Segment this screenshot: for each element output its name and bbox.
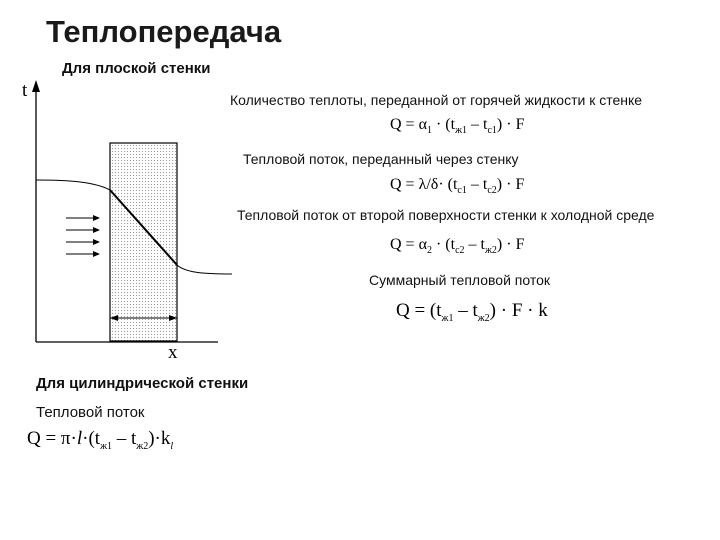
caption-heat-to-cold-medium: Тепловой поток от второй поверхности стенки к холодной среде bbox=[237, 207, 655, 223]
page-title: Теплопередача bbox=[46, 14, 282, 49]
hot-fluid-profile bbox=[36, 180, 110, 190]
formula-heat-to-wall: $Q = \alpha_1 \cdot (t_{ж1} - t_{с1}) \cdot F$ bbox=[390, 116, 525, 137]
flat-wall-heading: Для плоской стенки bbox=[62, 60, 211, 77]
cold-fluid-profile bbox=[177, 265, 232, 274]
formula-heat-to-cold-medium: $Q = \alpha_2 \cdot (t_{с2} - t_{ж2}) \cdot F$ bbox=[390, 236, 525, 257]
heat-flow-arrows bbox=[66, 215, 100, 257]
t-axis-arrow-icon bbox=[32, 80, 40, 92]
cylinder-caption: Тепловой поток bbox=[36, 404, 145, 421]
wall-rectangle bbox=[110, 143, 177, 341]
caption-total-heat-flow: Суммарный тепловой поток bbox=[369, 272, 551, 288]
formula-total-heat-flow: $Q = (t_{ж1} - t_{ж2}) \cdot F \cdot k$ bbox=[396, 300, 548, 324]
cylinder-wall-heading: Для цилиндрической стенки bbox=[36, 375, 249, 392]
formula-heat-through-wall: $Q = \lambda/\delta\cdot (t_{с1} - t_{с2}) \cdot F$ bbox=[390, 176, 525, 197]
t-axis-label: t bbox=[22, 80, 28, 101]
caption-heat-to-wall: Количество теплоты, переданной от горячей жидкости к стенке bbox=[230, 92, 643, 108]
x-axis-label: x bbox=[168, 342, 178, 363]
caption-heat-through-wall: Тепловой поток, переданный через стенку bbox=[243, 151, 519, 167]
formula-cylinder-heat-flow: $Q = \pi\cdot l\cdot(t_{ж1} - t_{ж2})\cdot k_l$ bbox=[27, 428, 174, 452]
